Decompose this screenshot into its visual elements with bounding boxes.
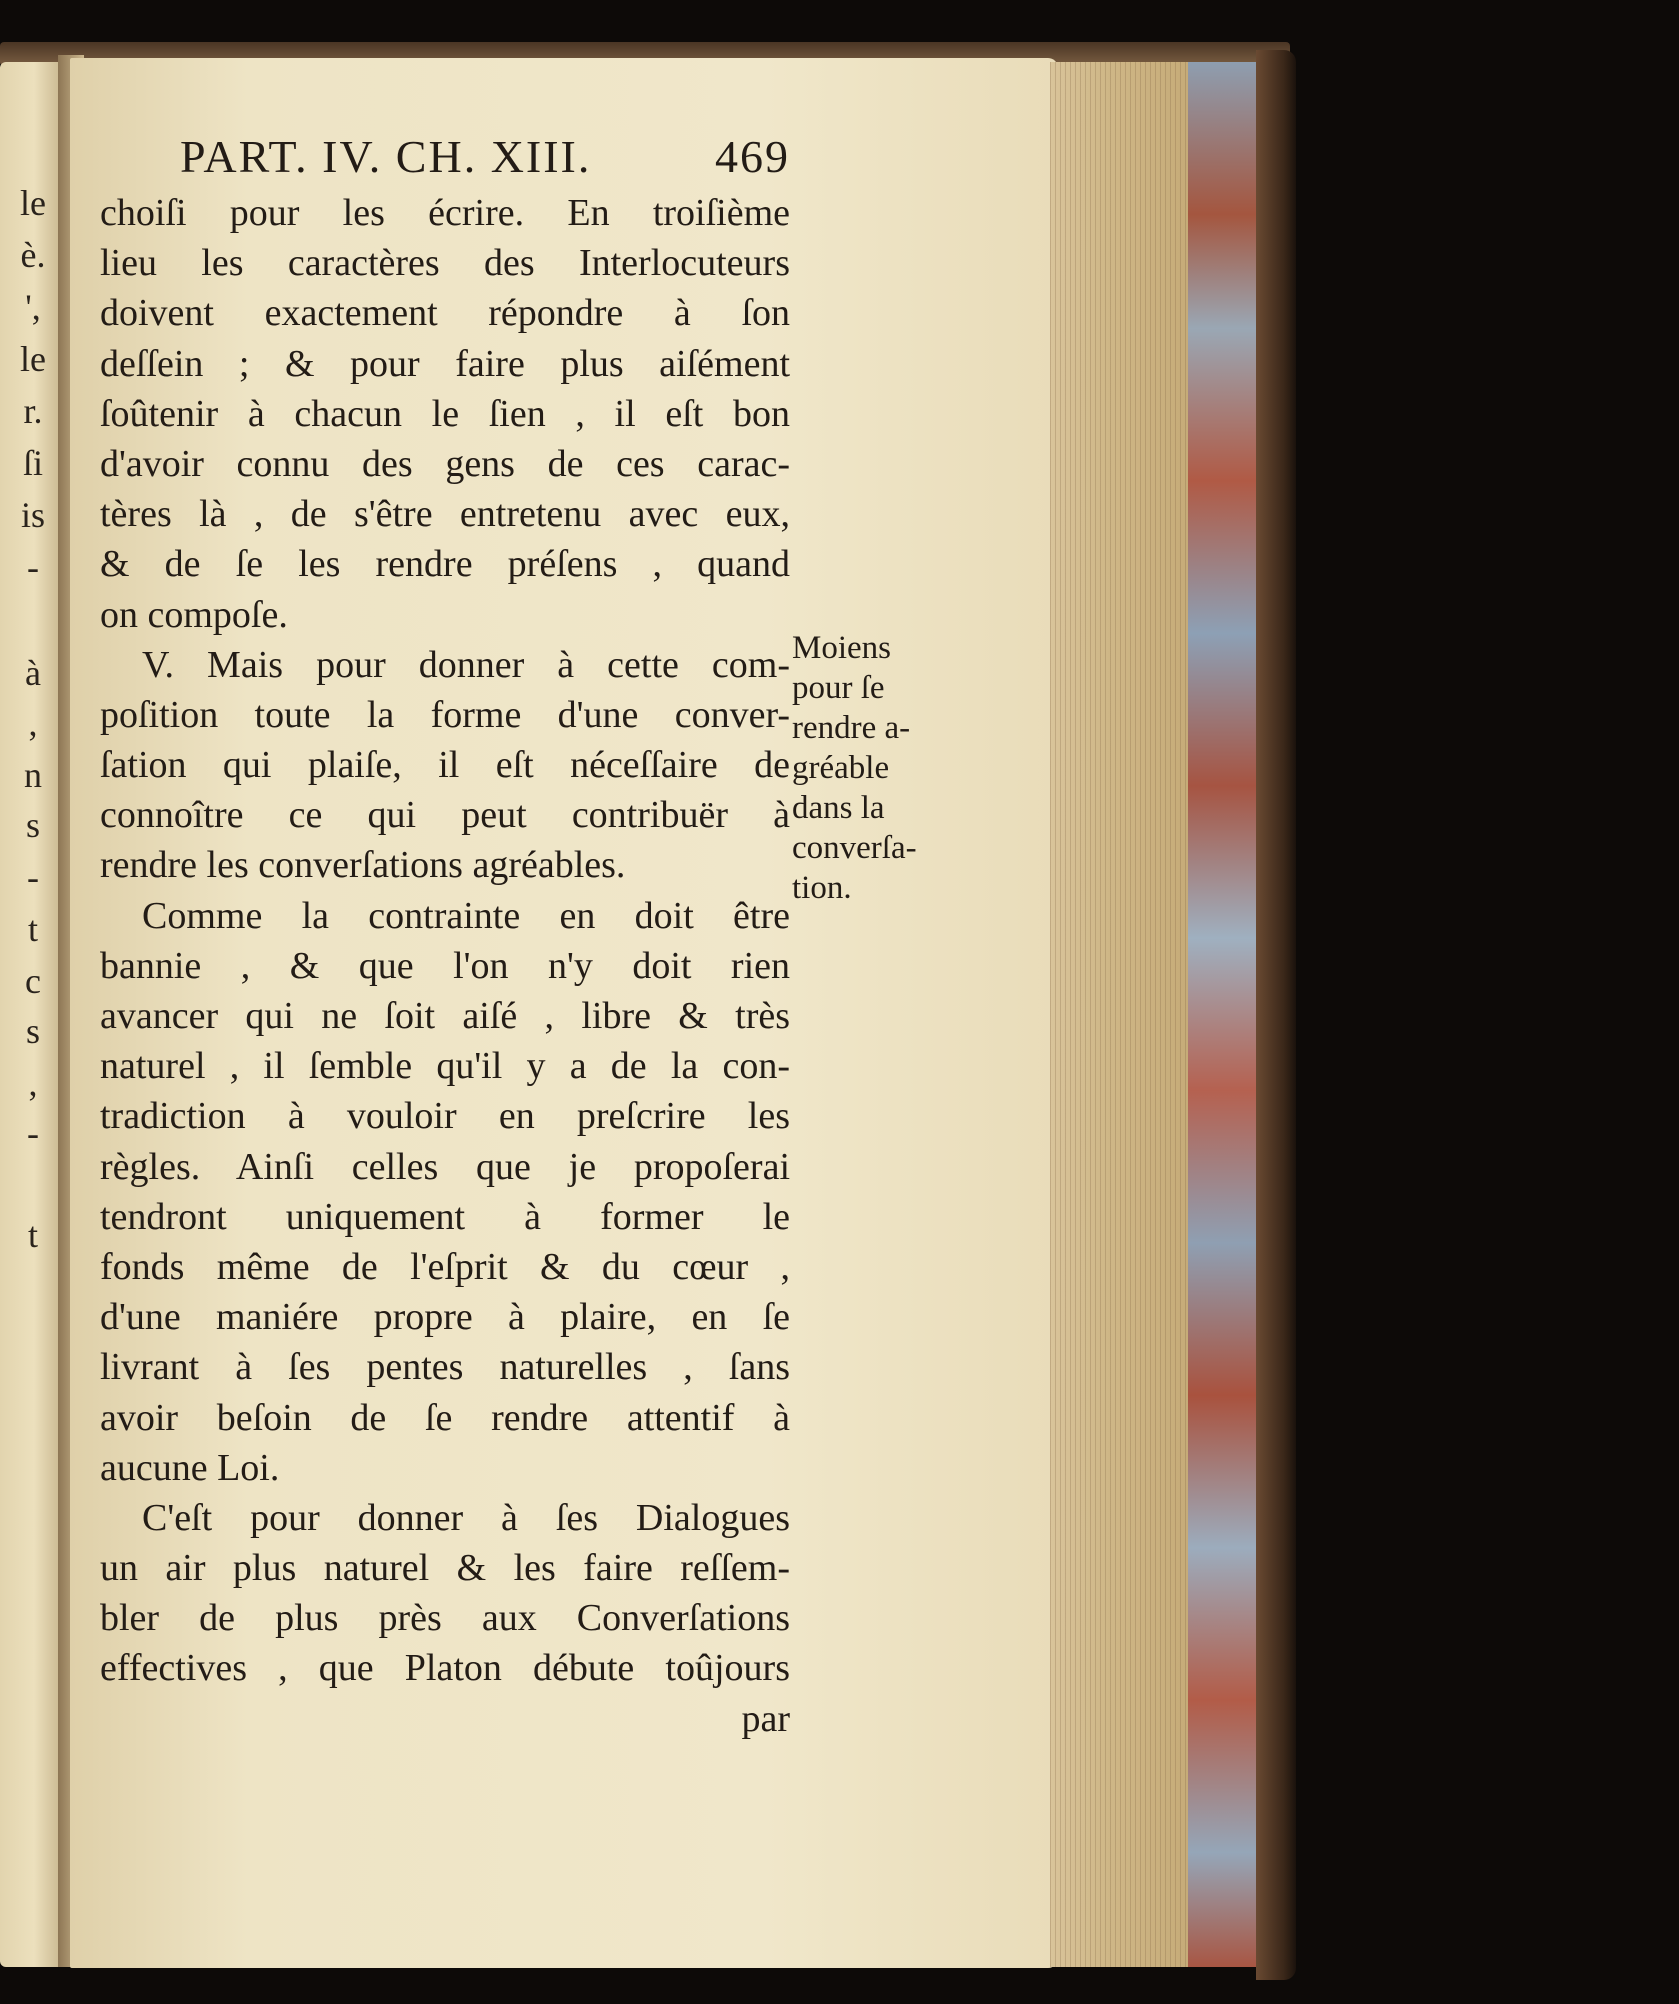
text-line: règles. Ainſi celles que je propoſerai — [100, 1145, 790, 1188]
page-block-edge — [1050, 62, 1190, 1967]
fragment: s — [25, 1011, 40, 1051]
text-line: deſſein ; & pour faire plus aiſément — [100, 342, 790, 385]
text-line: poſition toute la forme d'une conver- — [100, 693, 790, 736]
fragment: - — [27, 1113, 39, 1153]
fragment: s — [25, 805, 40, 845]
fragment: t — [27, 909, 38, 949]
text-line: ſoûtenir à chacun le ſien , il eſt bon — [100, 392, 790, 435]
text-line: Comme la contrainte en doit être — [142, 894, 790, 937]
fragment: , — [28, 703, 38, 743]
text-line: bler de plus près aux Converſations — [100, 1597, 790, 1640]
fragment: à — [25, 653, 41, 693]
text-line: d'une maniére propre à plaire, en ſe — [100, 1296, 790, 1339]
running-head-title: PART. IV. CH. XIII. — [180, 131, 592, 182]
fragment: , — [28, 1063, 38, 1103]
fragment: is — [20, 495, 45, 535]
marginal-note-line: tion. — [792, 870, 852, 906]
text-line: fonds même de l'eſprit & du cœur , — [100, 1245, 790, 1288]
text-line: choiſi pour les écrire. En troiſième — [100, 192, 790, 234]
text-line: lieu les caractères des Interlocuteurs — [100, 242, 790, 285]
marginal-note-line: Moiens — [792, 630, 891, 666]
text-line: aucune Loi. — [100, 1446, 280, 1489]
running-header — [180, 130, 790, 190]
text-line: avoir beſoin de ſe rendre attentif à — [100, 1396, 790, 1439]
text-line: connoître ce qui peut contribuër à — [100, 794, 790, 837]
fragment: c — [25, 961, 41, 1001]
text-line: naturel , il ſemble qu'il y a de la con- — [100, 1045, 790, 1088]
marginal-note — [792, 628, 942, 908]
text-line: avancer qui ne ſoit aiſé , libre & très — [100, 995, 790, 1037]
text-line: ſation qui plaiſe, il eſt néceſſaire de — [100, 744, 790, 787]
marginal-note-line: converſa- — [792, 830, 917, 866]
text-line: C'eſt pour donner à ſes Dialogues — [142, 1496, 790, 1539]
marginal-note-line: pour ſe — [792, 670, 885, 706]
text-line: effectives , que Platon débute toûjours — [100, 1647, 790, 1690]
fragment: r. — [23, 391, 43, 431]
text-line: bannie , & que l'on n'y doit rien — [100, 944, 790, 987]
marginal-note-line: rendre a- — [792, 710, 911, 746]
fragment: le — [20, 339, 46, 379]
marbled-edge — [1188, 62, 1258, 1967]
fragment: è. — [20, 235, 46, 275]
fragment: ſi — [22, 443, 43, 483]
text-line: tradiction à vouloir en preſcrire les — [100, 1095, 790, 1138]
catchword: par — [741, 1697, 790, 1740]
previous-page-line-ends — [6, 62, 60, 1967]
page-number: 469 — [715, 131, 790, 182]
previous-page-edge — [0, 62, 62, 1967]
body-text — [100, 188, 790, 1744]
fragment: - — [27, 857, 39, 897]
text-line: rendre les converſations agréables. — [100, 844, 626, 887]
text-line: & de ſe les rendre préſens , quand — [100, 543, 790, 586]
text-line: tendront uniquement à former le — [100, 1195, 790, 1238]
fragment: n — [24, 755, 42, 795]
text-line: d'avoir connu des gens de ces carac- — [100, 442, 790, 485]
text-line: V. Mais pour donner à cette com- — [142, 643, 790, 686]
book-cover-edge — [1256, 50, 1296, 1980]
fragment: le — [20, 183, 46, 223]
marginal-note-line: gréable — [792, 750, 890, 786]
text-line: un air plus naturel & les faire reſſem- — [100, 1547, 790, 1590]
fragment: ', — [25, 287, 41, 327]
text-line: doivent exactement répondre à ſon — [100, 292, 790, 335]
marginal-note-line: dans la — [792, 790, 885, 826]
text-line: livrant à ſes pentes naturelles , ſans — [100, 1346, 790, 1389]
fragment: t — [27, 1215, 38, 1255]
fragment: - — [27, 547, 39, 587]
text-line: tères là , de s'être entretenu avec eux, — [100, 493, 790, 536]
text-line: on compoſe. — [100, 593, 288, 636]
